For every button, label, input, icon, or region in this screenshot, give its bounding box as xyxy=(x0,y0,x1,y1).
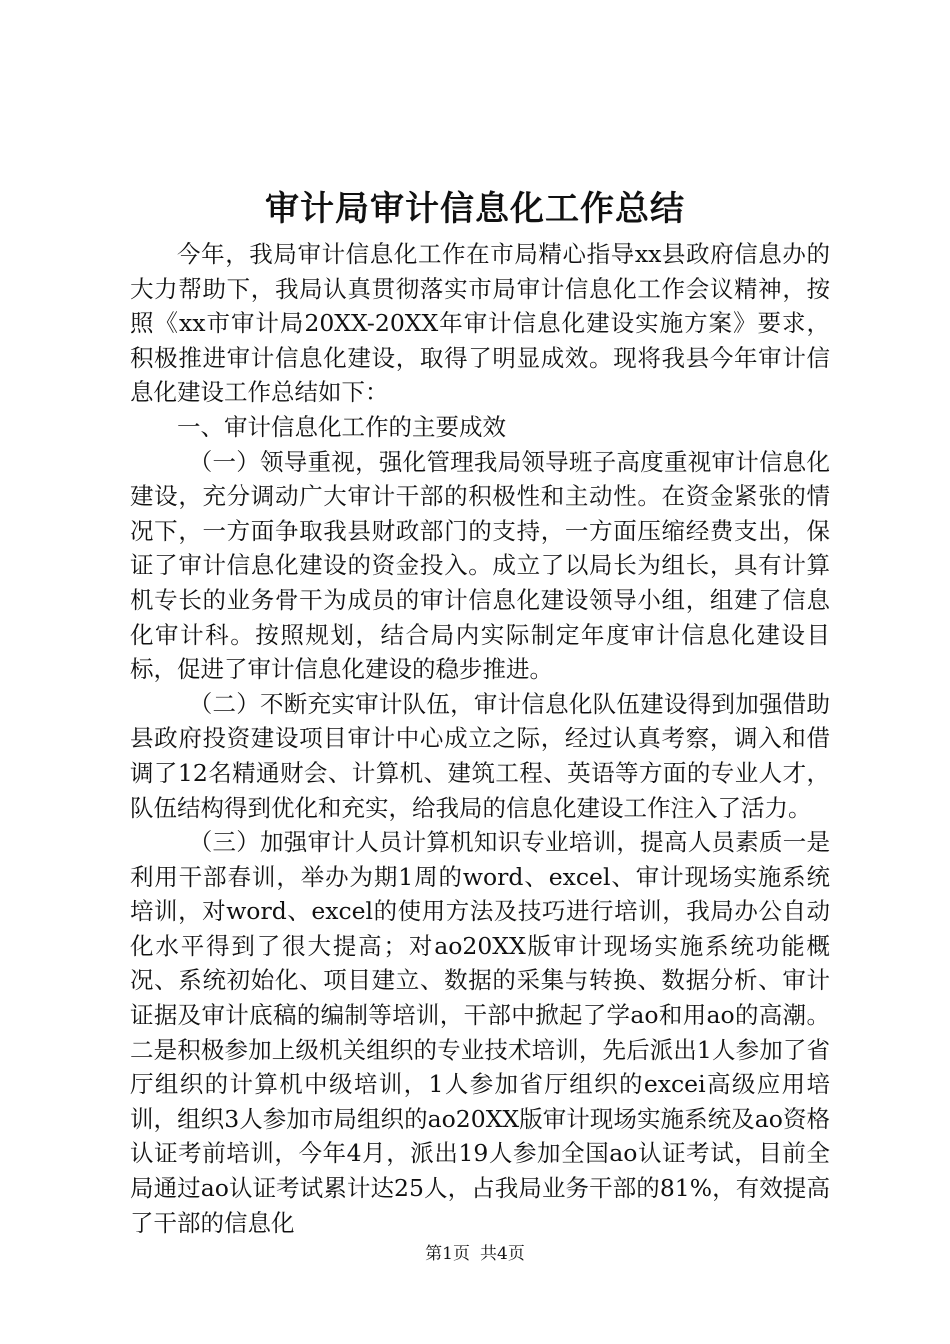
section-heading: 一、审计信息化工作的主要成效 xyxy=(177,412,506,441)
page-total: 共4页 xyxy=(480,1244,525,1264)
page-number: 第1页 xyxy=(425,1244,470,1264)
paragraph-intro: 今年，我局审计信息化工作在市局精心指导xx县政府信息办的大力帮助下，我局认真贯彻落实市局审计信息化工作会议精神，按照《xx市审计局20XX-20XX年审计信息化建设实施方案》要求，积极推进审计信息化建设，取得了明显成效。现将我县今年审计信息化建设工作总结如下： xyxy=(130,240,830,407)
paragraph-team: （二）不断充实审计队伍，审计信息化队伍建设得到加强借助县政府投资建设项目审计中心成立之际，经过认真考察，调入和借调了12名精通财会、计算机、建筑工程、英语等方面的专业人才，队伍结构得到优化和充实，给我局的信息化建设工作注入了活力。 xyxy=(130,689,830,822)
paragraph-leadership: （一）领导重视，强化管理我局领导班子高度重视审计信息化建设，充分调动广大审计干部的积极性和主动性。在资金紧张的情况下，一方面争取我县财政部门的支持，一方面压缩经费支出，保证了审计信息化建设的资金投入。成立了以局长为组长，具有计算机专长的业务骨干为成员的审计信息化建设领导小组，组建了信息化审计科。按照规划，结合局内实际制定年度审计信息化建设目标，促进了审计信息化建设的稳步推进。 xyxy=(130,447,830,684)
document-title: 审计局审计信息化工作总结 xyxy=(265,189,685,229)
paragraph-training: （三）加强审计人员计算机知识专业培训，提高人员素质一是利用干部春训，举办为期1周的word、excel、审计现场实施系统培训，对word、excel的使用方法及技巧进行培训，我局办公自动化水平得到了很大提高；对ao20XX版审计现场实施系统功能概况、系统初始化、项目建立、数据的采集与转换、数据分析、审计证据及审计底稿的编制等培训，干部中掀起了学ao和用ao的高潮。二是积极参加上级机关组织的专业技术培训，先后派出1人参加了省厅组织的计算机中级培训，1人参加省厅组织的excei高级应用培训，组织3人参加市局组织的ao20XX版审计现场实施系统及ao资格认证考前培训，今年4月，派出19人参加全国ao认证考试，目前全局通过ao认证考试累计达25人，占我局业务干部的81%，有效提高了干部的信息化 xyxy=(130,828,830,1237)
document-body xyxy=(130,237,830,1240)
page-footer xyxy=(0,1242,950,1266)
